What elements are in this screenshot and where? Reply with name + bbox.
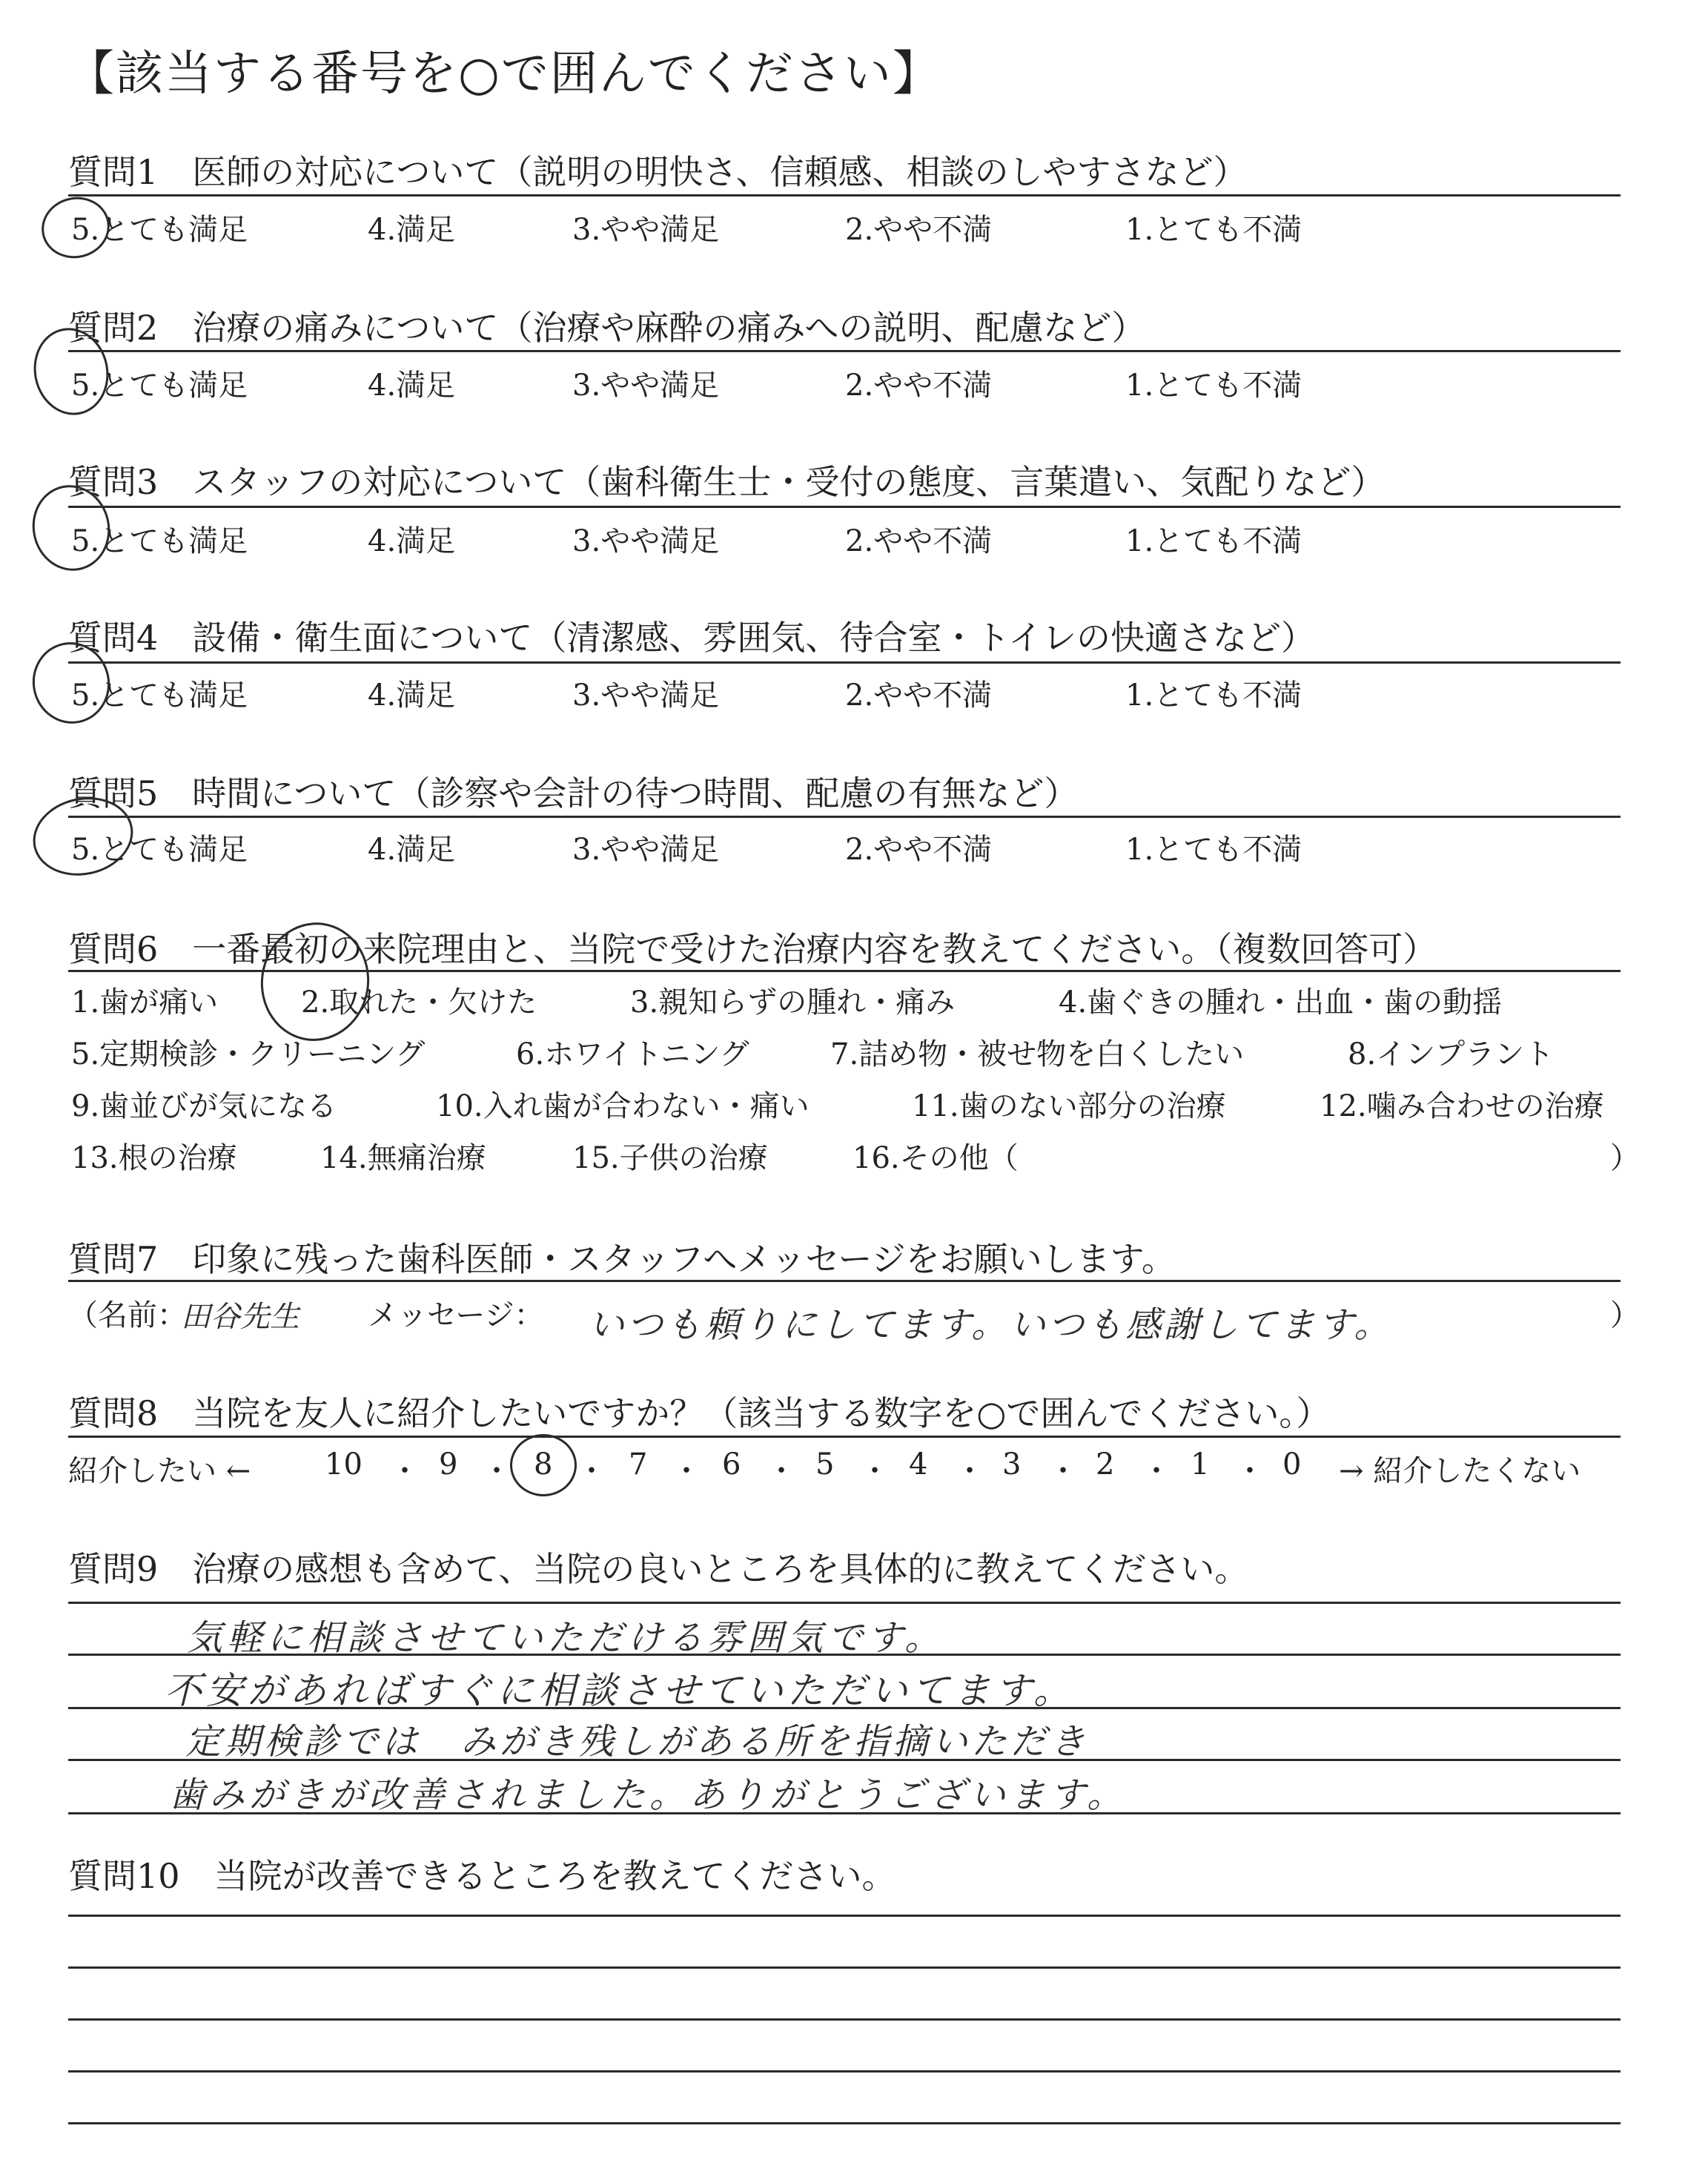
q7-message-label: メッセージ： [368,1298,544,1332]
q2-option-4[interactable]: 4.満足 [368,369,456,403]
q3-option-5[interactable]: 5.とても満足 [71,524,248,558]
question-3-label: 質問3 スタッフの対応について（歯科衛生士・受付の態度、言葉遣い、気配りなど） [68,462,1386,502]
q6-option-13[interactable]: 13.根の治療 [71,1141,237,1175]
q8-sep: ・ [577,1454,606,1488]
q8-sep: ・ [1235,1454,1265,1488]
q5-option-5[interactable]: 5.とても満足 [71,833,248,867]
q8-scale-4[interactable]: 4 [909,1447,928,1482]
q8-sep: ・ [767,1454,796,1488]
q9-answer-line[interactable]: 歯みがきが改善されました。ありがとうございます。 [169,1774,1128,1816]
q8-sep: ・ [1142,1454,1171,1488]
q4-option-5[interactable]: 5.とても満足 [71,678,248,713]
q7-name-value[interactable]: 田谷先生 [181,1300,299,1334]
question-1-label: 質問1 医師の対応について（説明の明快さ、信頼感、相談のしやすさなど） [68,152,1248,192]
question-9-label: 質問9 治療の感想も含めて、当院の良いところを具体的に教えてください。 [68,1549,1249,1589]
q6-option-5[interactable]: 5.定期検診・クリーニング [71,1037,426,1071]
q8-scale-3[interactable]: 3 [1002,1447,1022,1482]
q6-option-7[interactable]: 7.詰め物・被せ物を白くしたい [830,1037,1245,1071]
q7-message-value[interactable]: いつも頼りにしてます。いつも感謝してます。 [589,1304,1393,1346]
q1-option-5[interactable]: 5.とても満足 [71,213,248,247]
question-7-label: 質問7 印象に残った歯科医師・スタッフへメッセージをお願いします。 [68,1239,1176,1279]
q10-line-rule [68,1915,1621,1917]
page-title: 【該当する番号を○で囲んでください】 [67,47,941,102]
q6-option-4[interactable]: 4.歯ぐきの腫れ・出血・歯の動揺 [1059,985,1503,1020]
q6-option-6[interactable]: 6.ホワイトニング [516,1037,749,1071]
q6-option-12[interactable]: 12.噛み合わせの治療 [1320,1089,1604,1123]
q4-option-4[interactable]: 4.満足 [368,678,456,713]
q1-option-2[interactable]: 2.やや不満 [845,213,993,247]
q8-scale-2[interactable]: 2 [1096,1447,1115,1482]
q7-close: ） [1610,1298,1640,1332]
q4-option-1[interactable]: 1.とても不満 [1125,678,1302,713]
q8-scale-8[interactable]: 8 [534,1447,553,1482]
q8-scale-6[interactable]: 6 [722,1447,741,1482]
q10-line-rule [68,2018,1621,2021]
q6-other-close: ） [1610,1141,1640,1175]
q8-sep: ・ [390,1454,420,1488]
q9-answer-line[interactable]: 気軽に相談させていただける雰囲気です。 [187,1617,945,1659]
question-5-rule [68,816,1621,818]
question-4-label: 質問4 設備・衛生面について（清潔感、雰囲気、待合室・トイレの快適さなど） [68,618,1316,658]
q8-sep: ・ [860,1454,890,1488]
q6-option-16[interactable]: 16.その他（ [853,1141,1019,1175]
q7-name-label: （名前： [68,1298,187,1332]
question-3-rule [68,506,1621,508]
q6-option-8[interactable]: 8.インプラント [1348,1037,1555,1071]
q8-sep: ・ [672,1454,701,1488]
q6-option-14[interactable]: 14.無痛治療 [320,1141,486,1175]
q5-option-4[interactable]: 4.満足 [368,833,456,867]
q9-line-rule [68,1602,1621,1604]
q1-option-4[interactable]: 4.満足 [368,213,456,247]
question-6-label: 質問6 一番最初の来院理由と、当院で受けた治療内容を教えてください。（複数回答可） [68,929,1437,969]
q4-option-3[interactable]: 3.やや満足 [572,678,720,713]
q6-option-3[interactable]: 3.親知らずの腫れ・痛み [630,985,956,1020]
q8-scale-5[interactable]: 5 [815,1447,835,1482]
q3-option-1[interactable]: 1.とても不満 [1125,524,1302,558]
q8-selection-circle [510,1434,577,1496]
q8-left-label: 紹介したい ← [68,1454,251,1488]
q4-option-2[interactable]: 2.やや不満 [845,678,993,713]
q8-scale-0[interactable]: 0 [1282,1447,1302,1482]
q2-option-5[interactable]: 5.とても満足 [71,369,248,403]
q2-option-1[interactable]: 1.とても不満 [1125,369,1302,403]
q10-line-rule [68,2122,1621,2124]
q6-option-2[interactable]: 2.取れた・欠けた [301,985,537,1020]
question-5-label: 質問5 時間について（診察や会計の待つ時間、配慮の有無など） [68,773,1079,813]
q6-option-10[interactable]: 10.入れ歯が合わない・痛い [436,1089,810,1123]
question-4-rule [68,661,1621,664]
q8-scale-7[interactable]: 7 [629,1447,648,1482]
q6-option-11[interactable]: 11.歯のない部分の治療 [912,1089,1226,1123]
q5-option-3[interactable]: 3.やや満足 [572,833,720,867]
q8-sep: ・ [482,1454,512,1488]
q1-option-1[interactable]: 1.とても不満 [1125,213,1302,247]
q5-option-2[interactable]: 2.やや不満 [845,833,993,867]
q6-option-9[interactable]: 9.歯並びが気になる [71,1089,337,1123]
q10-line-rule [68,1966,1621,1969]
q8-sep: ・ [1048,1454,1078,1488]
q1-selection-circle [36,191,115,264]
q8-scale-9[interactable]: 9 [439,1447,458,1482]
q8-scale-10[interactable]: 10 [325,1447,363,1482]
q6-option-15[interactable]: 15.子供の治療 [572,1141,768,1175]
q2-option-3[interactable]: 3.やや満足 [572,369,720,403]
q6-option-1[interactable]: 1.歯が痛い [71,985,219,1020]
q10-line-rule [68,2070,1621,2073]
question-1-rule [68,194,1621,196]
q3-option-2[interactable]: 2.やや不満 [845,524,993,558]
q9-answer-line[interactable]: 不安があればすぐに相談させていただいてます。 [165,1669,1075,1712]
q8-sep: ・ [955,1454,984,1488]
q5-option-1[interactable]: 1.とても不満 [1125,833,1302,867]
question-10-label: 質問10 当院が改善できるところを教えてください。 [68,1856,896,1896]
q3-option-4[interactable]: 4.満足 [368,524,456,558]
question-7-rule [68,1280,1621,1282]
question-2-rule [68,350,1621,352]
question-8-label: 質問8 当院を友人に紹介したいですか？（該当する数字を○で囲んでください。） [68,1393,1331,1433]
q9-answer-line[interactable]: 定期検診では みがき残しがある所を指摘いただき [185,1721,1090,1763]
q8-scale-1[interactable]: 1 [1191,1447,1210,1482]
question-2-label: 質問2 治療の痛みについて（治療や麻酔の痛みへの説明、配慮など） [68,308,1146,348]
q3-option-3[interactable]: 3.やや満足 [572,524,720,558]
q2-option-2[interactable]: 2.やや不満 [845,369,993,403]
q8-right-label: → 紹介したくない [1339,1454,1581,1488]
question-8-rule [68,1436,1621,1438]
q1-option-3[interactable]: 3.やや満足 [572,213,720,247]
